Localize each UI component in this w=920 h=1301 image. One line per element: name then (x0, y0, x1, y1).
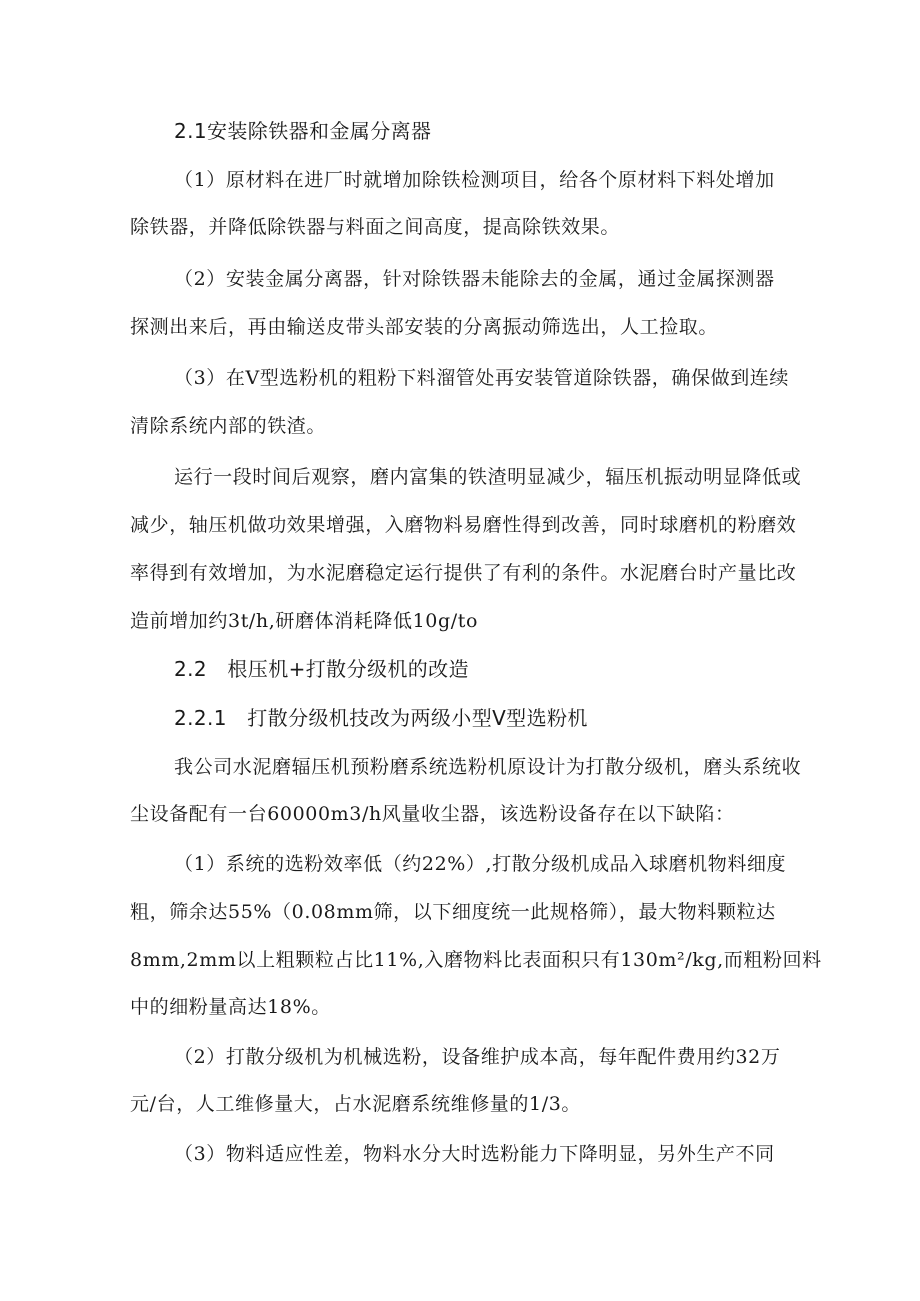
paragraph-line: （1）系统的选粉效率低（约22%）,打散分级机成品入球磨机物料细度 (174, 853, 787, 875)
paragraph-line: 探测出来后，再由输送皮带头部安装的分离振动筛选出，人工捡取。 (130, 316, 719, 338)
paragraph-line: 除铁器，并降低除铁器与料面之间高度，提高除铁效果。 (130, 216, 621, 238)
paragraph-line: （2）安装金属分离器，针对除铁器未能除去的金属，通过金属探测器 (174, 268, 775, 290)
paragraph-line: 造前增加约3t/h,研磨体消耗降低10g/to (130, 610, 479, 632)
paragraph-line: 减少，轴压机做功效果增强，入磨物料易磨性得到改善，同时球磨机的粉磨效 (130, 514, 797, 536)
paragraph-line: 元/台，人工维修量大，占水泥磨系统维修量的1/3。 (130, 1093, 581, 1115)
paragraph-line: 中的细粉量高达18%。 (130, 996, 331, 1018)
paragraph-line: （3）在V型选粉机的粗粉下料溜管处再安装管道除铁器，确保做到连续 (174, 367, 790, 389)
paragraph-line: 8mm,2mm以上粗颗粒占比11%,入磨物料比表面积只有130m²/kg,而粗粉回料 (130, 949, 822, 971)
paragraph-line: 运行一段时间后观察，磨内富集的铁渣明显减少，辐压机振动明显降低或 (174, 466, 802, 488)
paragraph-line: （2）打散分级机为机械选粉，设备维护成本高，每年配件费用约32万 (174, 1046, 781, 1068)
section-2-2-1-heading: 2.2.1 打散分级机技改为两级小型V型选粉机 (174, 706, 588, 730)
paragraph-line: （3）物料适应性差，物料水分大时选粉能力下降明显，另外生产不同 (174, 1143, 775, 1165)
paragraph-line: 我公司水泥磨辐压机预粉磨系统选粉机原设计为打散分级机，磨头系统收 (174, 756, 802, 778)
paragraph-line: 粗，筛余达55%（0.08mm筛，以下细度统一此规格筛），最大物料颗粒达 (130, 901, 776, 923)
paragraph-line: 清除系统内部的铁渣。 (130, 415, 327, 437)
paragraph-line: 率得到有效增加，为水泥磨稳定运行提供了有利的条件。水泥磨台时产量比改 (130, 562, 797, 584)
section-2-1-heading: 2.1安装除铁器和金属分离器 (174, 119, 432, 143)
paragraph-line: （1）原材料在进厂时就增加除铁检测项目，给各个原材料下料处增加 (174, 169, 775, 191)
paragraph-line: 尘设备配有一台60000m3/h风量收尘器，该选粉设备存在以下缺陷： (130, 803, 735, 825)
section-2-2-heading: 2.2 根压机+打散分级机的改造 (174, 657, 469, 681)
